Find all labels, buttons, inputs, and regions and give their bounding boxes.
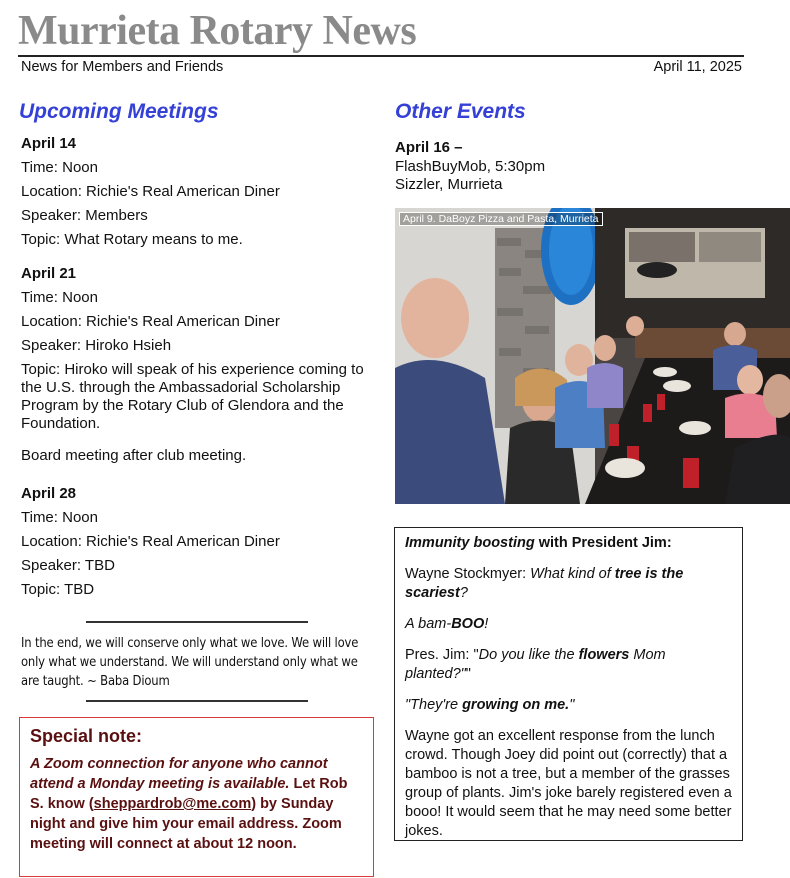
meeting-april-28 [21, 485, 371, 599]
meeting-topic: Topic: Hiroko will speak of his experience coming to the U.S. through the Ambassadorial Scholarship Program by the Rotary Club of Glendora and the Foundation. [21, 361, 364, 432]
joke-answer2-text: "They're [405, 697, 463, 713]
joke-answer2-bold: growing on me. [462, 697, 570, 713]
upcoming-meetings-heading: Upcoming Meetings [19, 100, 219, 123]
special-note-box [19, 717, 374, 877]
other-events-heading: Other Events [395, 100, 526, 123]
joke-title-rest: with President Jim: [534, 535, 672, 551]
event-photo [395, 208, 790, 504]
special-note-title: Special note: [30, 726, 143, 746]
special-note-text-a: Let Rob S. know ( [30, 776, 348, 812]
joke-question2-end: " [465, 666, 471, 682]
meeting-date: April 14 [21, 135, 77, 152]
meeting-topic: Topic: What Rotary means to me. [21, 231, 243, 248]
joke-title-italic: Immunity boosting [405, 535, 535, 551]
meeting-topic: Topic: TBD [21, 581, 95, 598]
issue-date: April 11, 2025 [653, 59, 742, 75]
joke-box [394, 527, 743, 841]
meeting-date: April 28 [21, 485, 77, 502]
meeting-speaker: Speaker: Hiroko Hsieh [21, 337, 172, 354]
meeting-location: Location: Richie's Real American Diner [21, 533, 280, 550]
joke-question2-text-b: Mom planted?" [405, 647, 666, 682]
event-line-1: FlashBuyMob, 5:30pm [395, 158, 546, 175]
joke-answer-end: ! [484, 616, 489, 632]
meeting-date: April 21 [21, 265, 77, 282]
joke-question-text: What kind of [530, 566, 615, 582]
joke-question-bold: tree is the scariest [405, 566, 684, 601]
meeting-time: Time: Noon [21, 509, 98, 526]
joke-question2-bold: flowers [578, 647, 630, 663]
meeting-speaker: Speaker: TBD [21, 557, 115, 574]
joke-question [405, 565, 732, 603]
meeting-speaker: Speaker: Members [21, 207, 148, 224]
joke-answer [405, 615, 732, 634]
photo-scene [395, 208, 790, 504]
special-note-text-b: ) by Sunday night and give him your email address. Zoom meeting will connect at about 12 noon. [30, 796, 342, 852]
email-link[interactable]: sheppardrob@me.com [93, 796, 252, 812]
joke-title [405, 534, 732, 553]
quote-text: In the end, we will conserve only what we love. We will love only what we understand. We will understand only what we are taught. ~ Baba Dioum [21, 635, 359, 689]
event-date: April 16 – [395, 139, 463, 156]
meeting-location: Location: Richie's Real American Diner [21, 183, 280, 200]
joke-question-2 [405, 646, 732, 684]
joke-question-end: ? [459, 585, 468, 601]
special-note-body [30, 754, 363, 854]
newsletter-tagline: News for Members and Friends [21, 59, 224, 75]
event-line-2: Sizzler, Murrieta [395, 176, 503, 193]
newsletter-title: Murrieta Rotary News [18, 8, 417, 54]
joke-answer-bold: BOO [451, 616, 485, 632]
meeting-time: Time: Noon [21, 289, 98, 306]
joke-question2-text: Do you like the [478, 647, 579, 663]
header-rule [18, 55, 744, 57]
meeting-note: Board meeting after club meeting. [21, 447, 247, 464]
joke-answer-2 [405, 696, 732, 715]
meeting-time: Time: Noon [21, 159, 98, 176]
special-note-italic: A Zoom connection for anyone who cannot attend a Monday meeting is available. [30, 756, 328, 792]
quote-rule-top [86, 621, 308, 623]
meeting-april-21 [21, 265, 371, 465]
meeting-location: Location: Richie's Real American Diner [21, 313, 280, 330]
joke-question2-speaker: Pres. Jim: " [405, 647, 479, 663]
meeting-april-14 [21, 135, 371, 249]
joke-answer-text: A bam- [405, 616, 452, 632]
quote-rule-bottom [86, 700, 308, 702]
photo-caption: April 9. DaBoyz Pizza and Pasta, Murrieta [399, 212, 603, 226]
joke-question-speaker: Wayne Stockmyer: [405, 566, 531, 582]
joke-answer2-end: " [569, 697, 575, 713]
joke-closing: Wayne got an excellent response from the lunch crowd. Though Joey did point out (correctly) that a bamboo is not a tree, but a member of the grasses group of plants. Jim's joke barely registered even a booo! It would seem that he may need some better jokes. [405, 728, 732, 839]
